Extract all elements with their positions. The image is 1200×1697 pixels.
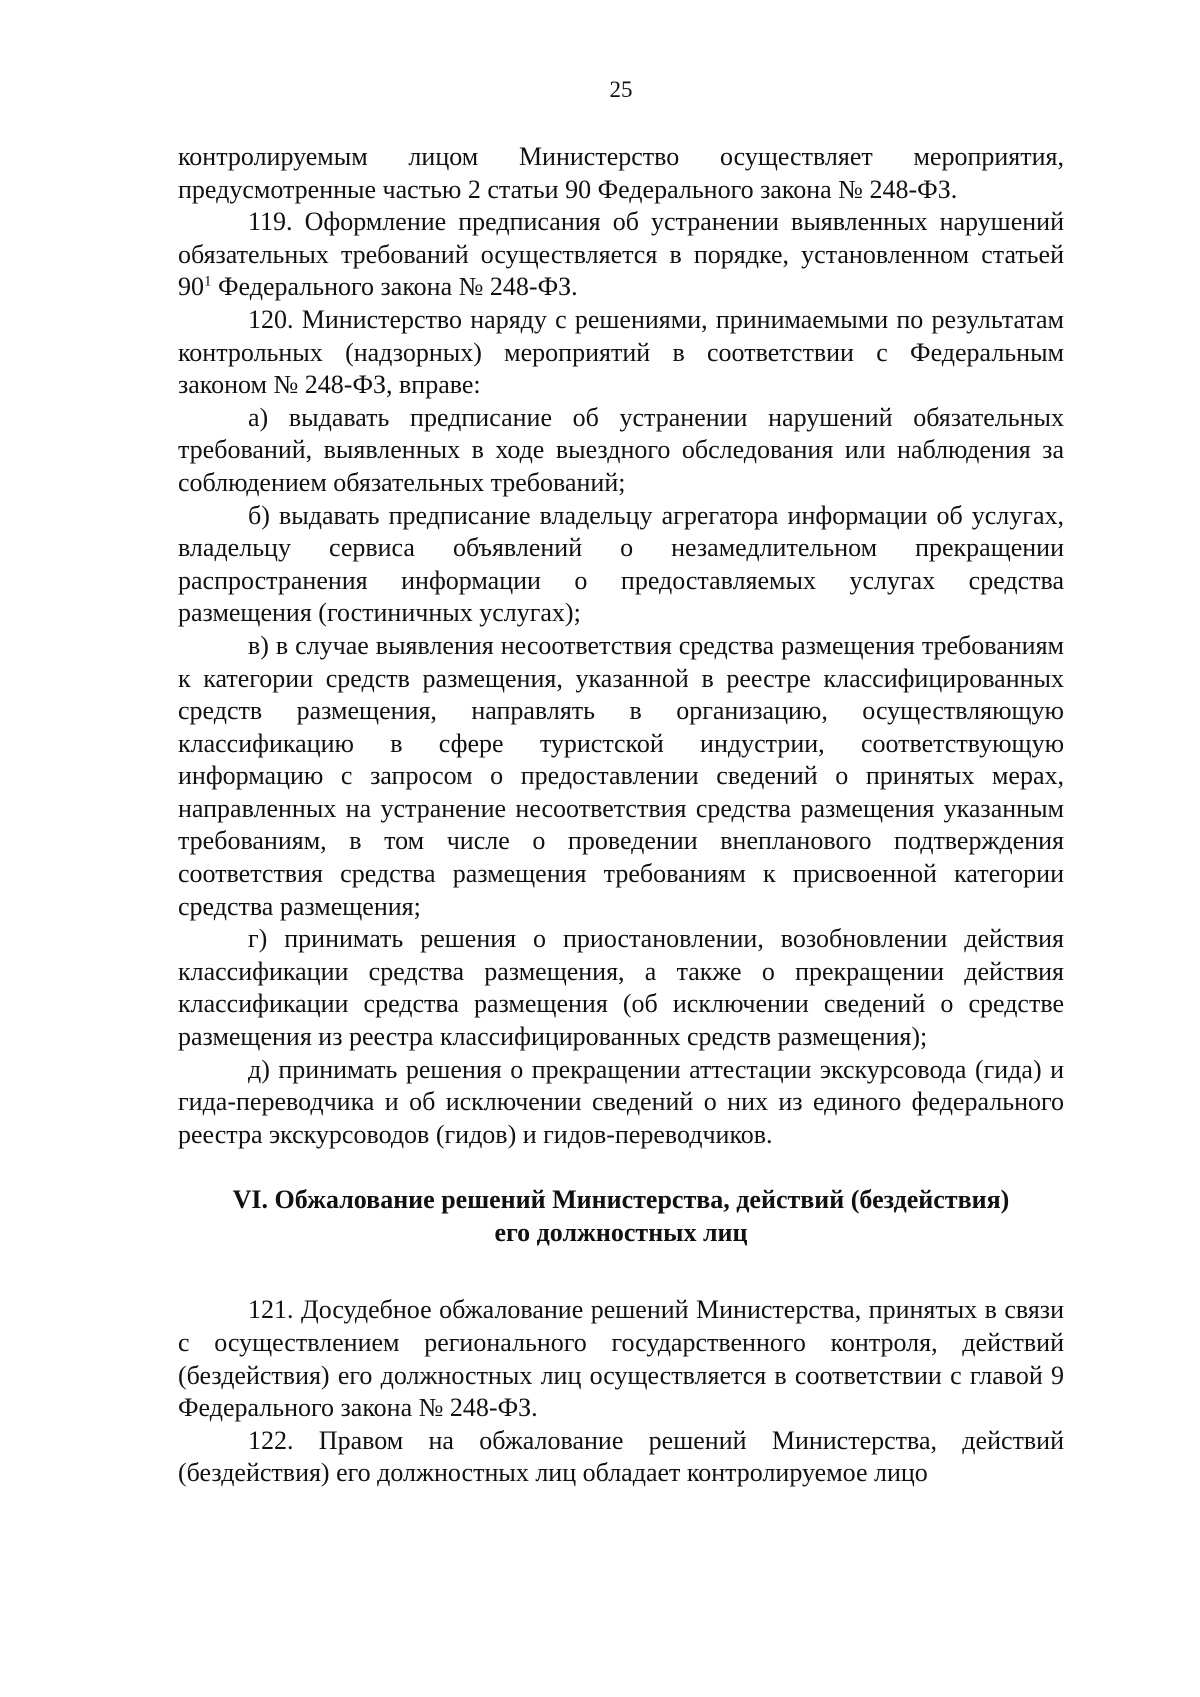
paragraph-121: 121. Досудебное обжалование решений Министерства, принятых в связи с осуществлением регионального государственного контроля, действий (бездействия) его должностных лиц осуществляется в соответствии с главой 9 Федерального закона № 248-ФЗ. — [178, 1295, 1064, 1423]
paragraph-120-item-g: г) принимать решения о приостановлении, возобновлении действия классификации средства размещения, а также о прекращении действия классификации средства размещения (об исключении сведений о средстве размещения из реестра классифицированных средств размещения); — [178, 924, 1064, 1052]
section-heading — [178, 1183, 1064, 1249]
paragraph-120-item-a: а) выдавать предписание об устранении нарушений обязательных требований, выявленных в ходе выездного обследования или наблюдения за соблюдением обязательных требований; — [178, 402, 1064, 497]
paragraph-continued: контролируемым лицом Министерство осуществляет мероприятия, предусмотренные частью 2 статьи 90 Федерального закона № 248-ФЗ. — [178, 142, 1064, 204]
document-page — [178, 78, 1064, 1490]
paragraph-120-item-d: д) принимать решения о прекращении аттестации экскурсовода (гида) и гида-переводчика и об исключении сведений о них из единого федерального реестра экскурсоводов (гидов) и гидов-переводчиков. — [178, 1054, 1064, 1149]
section-heading-line-1: VI. Обжалование решений Министерства, действий (бездействия) — [232, 1185, 1010, 1215]
superscript-article-number: 1 — [204, 273, 212, 290]
paragraph-119 — [178, 206, 1064, 304]
paragraph-119-main: 119. Оформление предписания об устранении выявленных нарушений обязательных требований осуществляется в порядке, установленном статьей 90 — [178, 207, 1064, 302]
paragraph-122: 122. Правом на обжалование решений Министерства, действий (бездействия) его должностных лиц обладает контролируемое лицо — [178, 1425, 1064, 1488]
paragraph-119-tail: Федерального закона № 248-ФЗ. — [211, 272, 578, 302]
page-number: 25 — [609, 77, 633, 102]
paragraph-120-item-b: б) выдавать предписание владельцу агрегатора информации об услугах, владельцу сервиса объявлений о незамедлительном прекращении распространения информации о предоставляемых услугах средства размещения (гостиничных услугах); — [178, 500, 1064, 628]
section-heading-line-2: его должностных лиц — [494, 1218, 748, 1248]
paragraph-120: 120. Министерство наряду с решениями, принимаемыми по результатам контрольных (надзорных) мероприятий в соответствии с Федеральным законом № 248-ФЗ, вправе: — [178, 304, 1064, 400]
paragraph-120-item-v: в) в случае выявления несоответствия средства размещения требованиям к категории средств размещения, указанной в реестре классифицированных средств размещения, направлять в организацию, осуществляющую классификацию в сфере туристской индустрии, соответствующую информацию с запросом о предоставлении сведений о принятых мерах, направленных на устранение несоответствия средства размещения указанным требованиям, в том числе о проведении внепланового подтверждения соответствия средства размещения требованиям к присвоенной категории средства размещения; — [178, 630, 1064, 921]
